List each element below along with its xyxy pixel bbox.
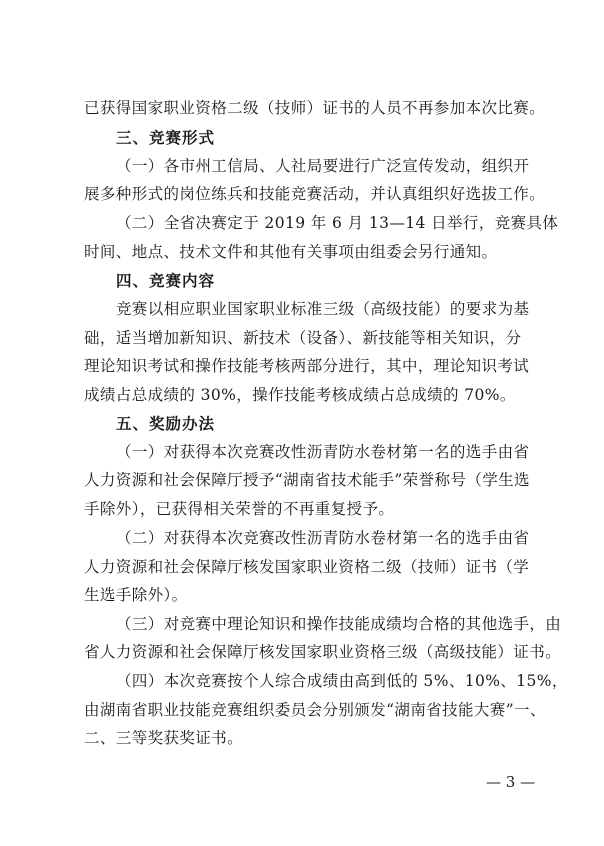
paragraph-line: 竞赛以相应职业国家职业标准三级（高级技能）的要求为基 <box>116 300 530 318</box>
section-heading-format: 三、竞赛形式 <box>116 129 216 147</box>
paragraph-line: （一）对获得本次竞赛改性沥青防水卷材第一名的选手由省 <box>116 443 530 461</box>
section-heading-content: 四、竞赛内容 <box>116 272 216 290</box>
paragraph-line: （三）对竞赛中理论知识和操作技能成绩均合格的其他选手，由 <box>116 615 562 633</box>
body-line: 由湖南省职业技能竞赛组织委员会分别颁发“湖南省技能大赛”一、 <box>84 701 546 719</box>
body-line: 成绩占总成绩的 30%，操作技能考核成绩占总成绩的 70%。 <box>84 386 516 404</box>
body-line: 手除外），已获得相关荣誉的不再重复授予。 <box>84 500 395 518</box>
body-line: 础，适当增加新知识、新技术（设备）、新技能等相关知识，分 <box>84 329 522 347</box>
paragraph-line: （一）各市州工信局、人社局要进行广泛宣传发动，组织开 <box>116 157 530 175</box>
body-line: 人力资源和社会保障厅授予“湖南省技术能手”荣誉称号（学生选 <box>84 471 530 489</box>
body-line: 已获得国家职业资格二级（技师）证书的人员不再参加本次比赛。 <box>84 99 546 117</box>
body-line: 生选手除外）。 <box>84 586 188 604</box>
body-line: 人力资源和社会保障厅核发国家职业资格二级（技师）证书（学 <box>84 558 530 576</box>
body-line: 二、三等奖获奖证书。 <box>84 729 244 747</box>
section-heading-rewards: 五、奖励办法 <box>116 415 216 433</box>
paragraph-line: （四）本次竞赛按个人综合成绩由高到低的 5%、10%、15%， <box>116 672 568 690</box>
body-line: 省人力资源和社会保障厅核发国家职业资格三级（高级技能）证书。 <box>84 643 562 661</box>
body-line: 理论知识考试和操作技能考核两部分进行，其中，理论知识考试 <box>84 357 530 375</box>
body-line: 时间、地点、技术文件和其他有关事项由组委会另行通知。 <box>84 243 498 261</box>
paragraph-line: （二）对获得本次竞赛改性沥青防水卷材第一名的选手由省 <box>116 529 530 547</box>
page-number: — 3 — <box>486 773 536 791</box>
body-line: 展多种形式的岗位练兵和技能竞赛活动，并认真组织好选拔工作。 <box>84 185 546 203</box>
paragraph-line: （二）全省决赛定于 2019 年 6 月 13—14 日举行，竞赛具体 <box>116 214 559 232</box>
